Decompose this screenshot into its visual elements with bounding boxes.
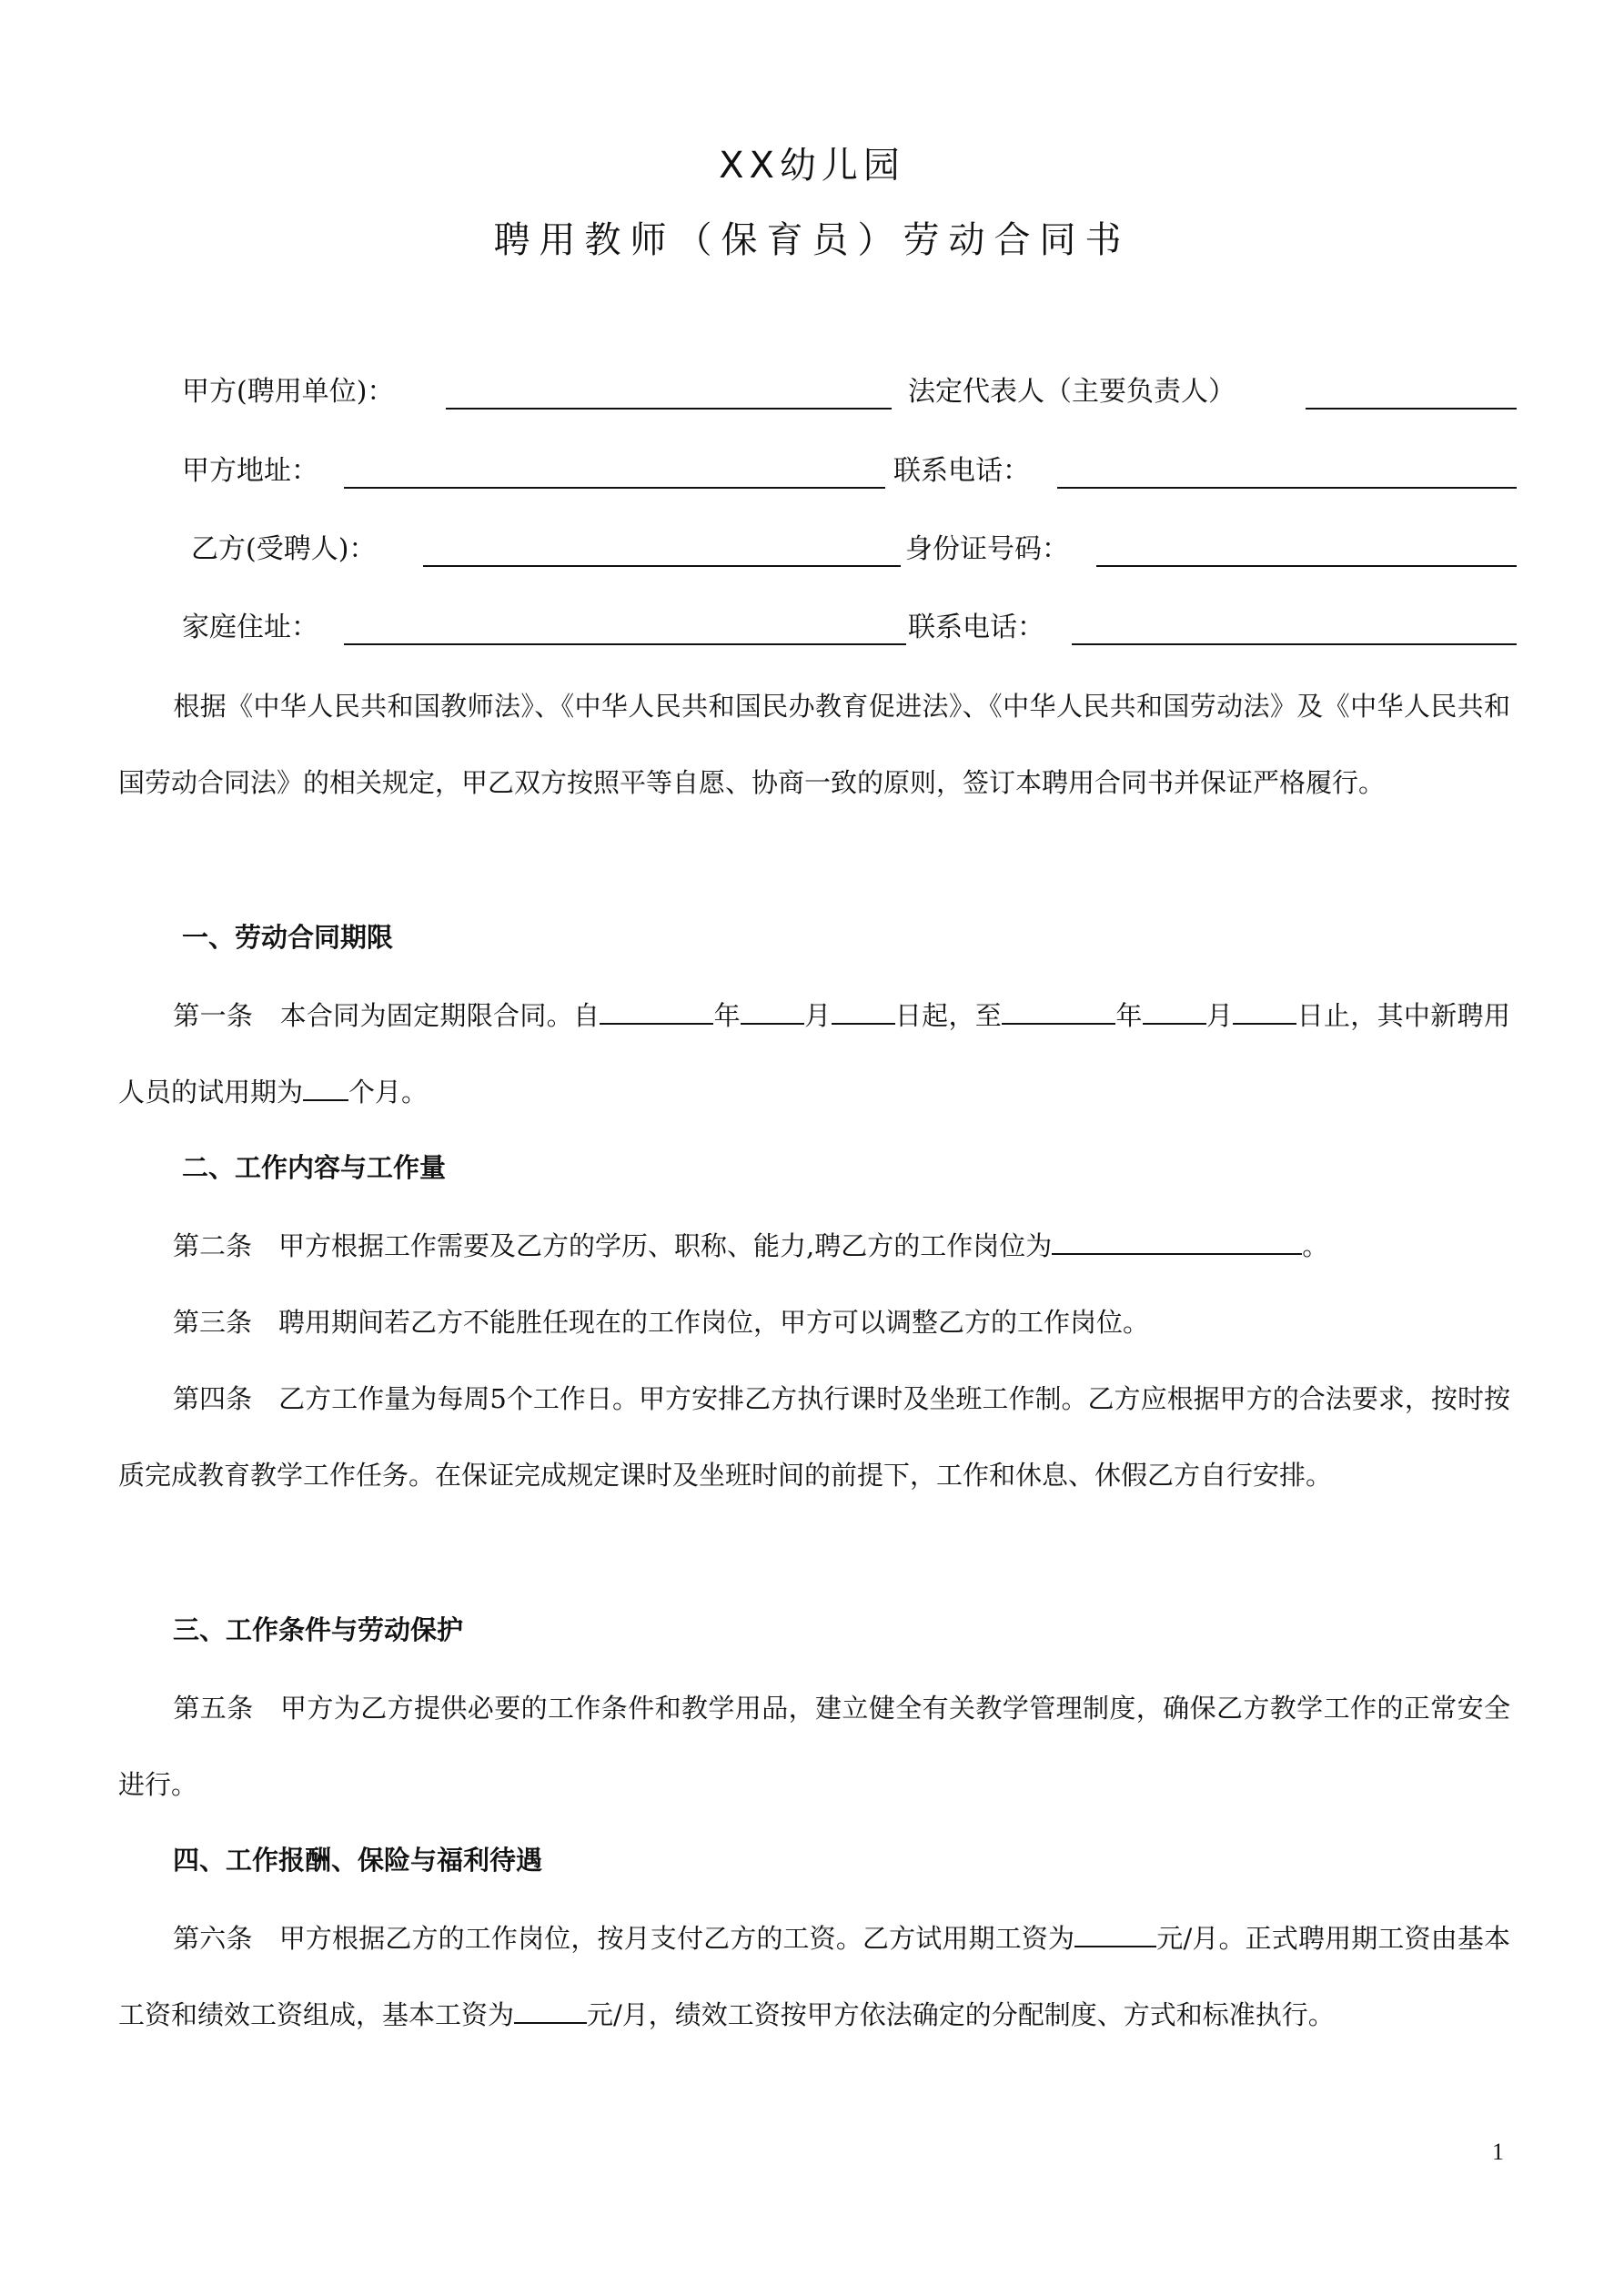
article-2: 第二条 甲方根据工作需要及乙方的学历、职称、能力,聘乙方的工作岗位为 。 [173, 1230, 1329, 1261]
article-6: 第六条 甲方根据乙方的工作岗位，按月支付乙方的工资。乙方试用期工资为 元/月。正式聘用期工资由基本工资和绩效工资组成，基本工资为 元/月，绩效工资按甲方依法确定的分配制度、方式和标准执行。 [118, 1923, 1510, 2030]
document-subtitle: 聘用教师（保育员）劳动合同书 [493, 219, 1131, 261]
article-5: 第五条 甲方为乙方提供必要的工作条件和教学用品，建立健全有关教学管理制度，确保乙方教学工作的正常安全进行。 [118, 1693, 1510, 1800]
section-heading-1: 一、劳动合同期限 [182, 922, 394, 953]
article-3: 第三条 聘用期间若乙方不能胜任现在的工作岗位，甲方可以调整乙方的工作岗位。 [173, 1307, 1150, 1338]
party-a-label: 甲方(聘用单位)： [182, 376, 395, 408]
party-b-blank [423, 565, 901, 567]
start-day-blank [832, 999, 895, 1025]
legal-rep-blank [1306, 408, 1517, 410]
section-heading-3: 三、工作条件与劳动保护 [173, 1614, 464, 1645]
party-a-blank [446, 408, 892, 410]
end-year-blank [1002, 999, 1115, 1025]
b-phone-blank [1072, 643, 1517, 645]
end-day-blank [1233, 999, 1296, 1025]
a-address-blank [344, 487, 885, 489]
a-phone-blank [1057, 487, 1517, 489]
start-month-blank [741, 999, 804, 1025]
article-1: 第一条 本合同为固定期限合同。自 年 月 日起，至 年 月 日止，其中新聘用人员的试用期为 个月。 [118, 1000, 1510, 1108]
party-b-label: 乙方(受聘人)： [191, 533, 377, 565]
probation-months-blank [303, 1076, 348, 1101]
position-blank [1052, 1229, 1302, 1255]
id-number-blank [1096, 565, 1517, 567]
end-month-blank [1143, 999, 1206, 1025]
b-phone-label: 联系电话： [908, 612, 1044, 643]
article-4: 第四条 乙方工作量为每周5个工作日。甲方安排乙方执行课时及坐班工作制。乙方应根据甲方的合法要求，按时按质完成教育教学工作任务。在保证完成规定课时及坐班时间的前提下，工作和休息、休假乙方自行安排。 [118, 1383, 1510, 1491]
section-heading-2: 二、工作内容与工作量 [182, 1152, 447, 1183]
section-heading-4: 四、工作报酬、保险与福利待遇 [173, 1845, 543, 1876]
legal-rep-label: 法定代表人（主要负责人） [908, 376, 1236, 408]
document-title: XX幼儿园 [719, 145, 905, 187]
home-address-blank [344, 643, 906, 645]
a-phone-label: 联系电话： [893, 455, 1030, 487]
intro-paragraph: 根据《中华人民共和国教师法》、《中华人民共和国民办教育促进法》、《中华人民共和国劳动法》及《中华人民共和国劳动合同法》的相关规定，甲乙双方按照平等自愿、协商一致的原则，签订本聘用合同书并保证严格履行。 [118, 691, 1510, 798]
base-salary-blank [514, 1998, 587, 2024]
home-address-label: 家庭住址： [182, 612, 318, 643]
id-number-label: 身份证号码： [905, 533, 1069, 565]
a-address-label: 甲方地址： [182, 455, 318, 487]
probation-salary-blank [1074, 1922, 1156, 1947]
page-number: 1 [1492, 2139, 1504, 2165]
start-year-blank [600, 999, 713, 1025]
